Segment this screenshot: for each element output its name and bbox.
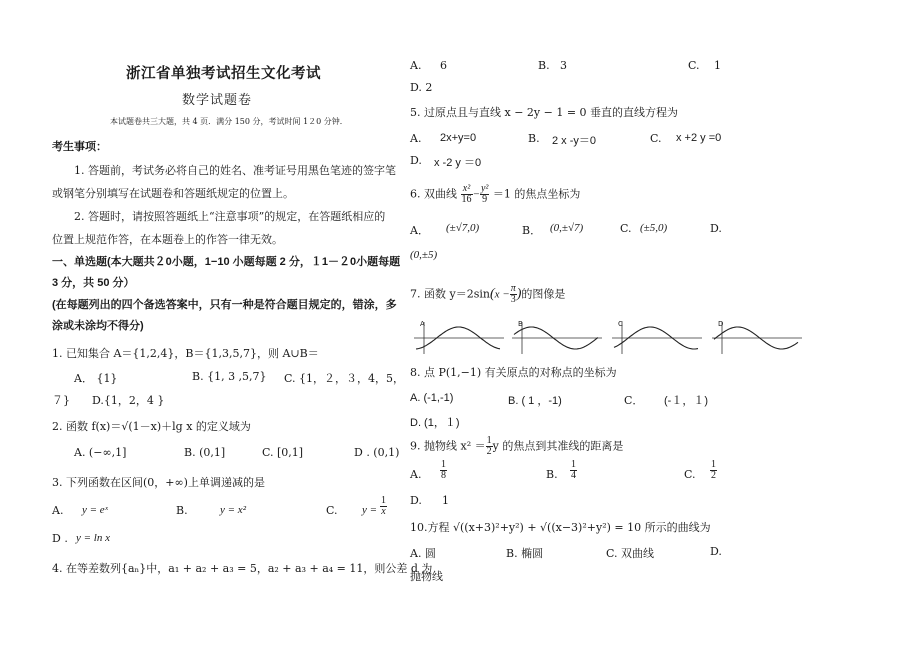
question-3-option-b: y = x² — [220, 504, 246, 516]
notice-heading: 考生事项： — [52, 140, 107, 153]
question-3-option-c-numerator: 1 — [381, 495, 386, 506]
graph-option-b — [512, 320, 602, 354]
question-6-option-a: (±√7,0) — [446, 222, 480, 234]
question-9-numerator: 1 — [486, 435, 492, 446]
question-4-option-d: D. 2 — [410, 81, 433, 94]
question-3-option-c-label: C. — [326, 504, 338, 517]
graph-option-d — [712, 320, 802, 354]
question-4-option-a: 6 — [440, 59, 447, 72]
question-9-fraction — [486, 436, 493, 457]
question-9-option-c — [710, 460, 717, 481]
question-9-option-a-denominator: 8 — [441, 470, 446, 481]
question-7-graphs — [410, 318, 830, 358]
question-6-x-denominator: 16 — [461, 194, 472, 205]
question-1-option-b: B. {1, 3 ,5,7} — [192, 370, 267, 383]
question-7-stem-suffix: 的图像是 — [521, 287, 566, 301]
question-5-option-d-label: D. — [410, 154, 422, 167]
question-8-option-c-label: C． — [624, 394, 644, 407]
question-8-stem: 8. 点 P(1,−1) 有关原点的对称点的坐标为 — [410, 366, 617, 379]
question-7-right-paren: ) — [516, 286, 522, 302]
question-10-option-a: A. 圆 — [410, 547, 436, 560]
question-9-stem — [410, 436, 623, 457]
graph-option-a — [414, 320, 504, 354]
question-10-option-b: B. 椭圆 — [506, 547, 544, 560]
question-9-option-b-numerator: 1 — [571, 459, 576, 470]
question-5-option-c-label: C. — [650, 132, 662, 145]
section-heading-line-2: 3 分，共 50 分） — [52, 277, 135, 289]
question-3-option-d: y = ln x — [76, 532, 110, 544]
question-6-x-numerator: x² — [461, 184, 473, 195]
question-10-stem: 10.方程 √((x+3)²+y²) + √((x−3)²+y²) = 10 所示的曲线为 — [410, 521, 711, 534]
question-7-pi: π — [510, 283, 516, 294]
question-4-option-b-label: B. — [538, 59, 550, 72]
question-6-x-fraction — [461, 184, 473, 205]
question-2-option-d: D . (0,1) — [354, 446, 400, 459]
question-5-option-b-label: B. — [528, 132, 540, 145]
question-6-option-d: (0,±5) — [410, 249, 438, 261]
question-3-option-d-label: D . — [52, 532, 68, 545]
question-9-stem-prefix: 9. 抛物线 x² ＝ — [410, 439, 486, 453]
section-rule-line-1: (在每题列出的四个备选答案中，只有一种是符合题目规定的，错涂，多 — [52, 299, 397, 311]
notice-item-1-line-2: 或钢笔分别填写在试题卷和答题纸规定的位置上。 — [52, 187, 294, 200]
question-4-option-b: 3 — [560, 59, 567, 72]
notice-item-2-line-2: 位置上规范作答，在本题卷上的作答一律无效。 — [52, 233, 283, 246]
question-2-option-a: A. (−∞,1] — [74, 446, 127, 459]
question-8-option-d: D. (1，１) — [410, 417, 460, 429]
question-9-option-c-numerator: 1 — [711, 459, 716, 470]
question-4-option-c-label: C. — [688, 59, 700, 72]
exam-info: 本试题卷共三大题，共 4 页．满分 150 分，考试时间 1２0 分钟． — [110, 117, 348, 126]
question-7-three: 3 — [510, 294, 516, 305]
section-rule-line-2: 涂或未涂均不得分) — [52, 320, 144, 332]
section-heading-line-1: 一、单选题(本大题共２0小题，1−10 小题每题 2 分，１1－２0小题每题 — [52, 256, 401, 268]
question-7-stem — [410, 284, 565, 305]
question-10-option-d-label: D. — [710, 545, 722, 558]
question-2-option-b: B. (0,1] — [184, 446, 226, 459]
question-4-option-a-label: A. — [410, 59, 422, 72]
question-2-option-c: C. [0,1] — [262, 446, 304, 459]
question-7-stem-prefix: 7. 函数 y＝2sin — [410, 287, 490, 301]
notice-item-1-line-1: 1. 答题前，考试务必将自己的姓名、准考证号用黑色笔迹的签字笔 — [74, 164, 396, 177]
question-8-option-c: (-１，１) — [664, 395, 708, 407]
question-6-stem-prefix: 6. 双曲线 — [410, 187, 457, 201]
question-2-stem: 2. 函数 f(x)＝√(1－x)＋lg x 的定义域为 — [52, 420, 251, 433]
graph-option-c — [612, 320, 702, 354]
exam-subtitle: 数学试题卷 — [182, 93, 253, 108]
graph-option-label: C — [618, 320, 623, 328]
question-1-option-d: D.{1，2，4 } — [92, 394, 165, 407]
question-8-option-b: B. ( 1 ，-1) — [508, 395, 562, 407]
question-9-option-c-denominator: 2 — [711, 470, 716, 481]
question-9-option-b-denominator: 4 — [571, 470, 576, 481]
question-6-y-denominator: 9 — [482, 194, 488, 205]
question-10-option-c: C. 双曲线 — [606, 547, 655, 560]
question-5-option-d: x -2 y ＝0 — [434, 157, 482, 169]
question-9-option-b — [570, 460, 577, 481]
question-5-option-c: x +2 y =0 — [676, 132, 722, 144]
question-8-option-a: A. (-1,-1) — [410, 392, 454, 404]
question-3-option-c: y = — [362, 504, 378, 516]
question-6-y-fraction — [480, 184, 489, 205]
exam-title: 浙江省单独考试招生文化考试 — [126, 66, 321, 82]
question-6-option-b-label: B． — [522, 224, 542, 237]
question-1-option-a: A． {1} — [74, 372, 118, 385]
question-3-option-c-fraction — [380, 496, 387, 517]
question-3-option-a: y = eˣ — [82, 504, 108, 516]
question-9-option-d: 1 — [442, 494, 449, 507]
question-1-option-c: C. {1，２，３，4，5， — [284, 372, 405, 385]
question-3-option-b-label: B. — [176, 504, 188, 517]
question-6-stem-suffix: ＝1 的焦点坐标为 — [492, 187, 581, 201]
question-9-option-a-label: A. — [410, 468, 422, 481]
question-6-option-c: (±5,0) — [640, 222, 668, 234]
question-4-option-c: 1 — [714, 59, 721, 72]
question-6-option-a-label: A． — [410, 224, 429, 237]
graph-option-label: D — [718, 320, 724, 328]
question-7-pi-fraction — [510, 284, 517, 305]
question-6-option-c-label: C. — [620, 222, 632, 235]
question-3-option-c-denominator: x — [381, 506, 386, 517]
graph-option-label: A — [420, 320, 425, 328]
question-3-option-a-label: A. — [52, 504, 64, 517]
question-9-option-c-label: C. — [684, 468, 696, 481]
question-3-stem: 3. 下列函数在区间(0，+∞)上单调递减的是 — [52, 476, 265, 489]
question-9-denominator: 2 — [486, 446, 492, 457]
question-6-option-d-label: D. — [710, 222, 722, 235]
question-7-inner: x − — [494, 288, 510, 301]
graph-option-label: B — [518, 320, 523, 328]
question-6-option-b: (0,±√7) — [550, 222, 584, 234]
question-9-option-b-label: B. — [546, 468, 558, 481]
question-9-option-a — [440, 460, 447, 481]
question-6-y-numerator: y² — [480, 183, 489, 194]
question-1-stem: 1. 已知集合 A＝{1,2,4}，B＝{1,3,5,7}，则 A∪B＝ — [52, 347, 319, 360]
question-10-option-d: 抛物线 — [410, 570, 443, 583]
question-6-stem — [410, 184, 580, 205]
question-9-stem-suffix: y 的焦点到其准线的距离是 — [492, 439, 624, 453]
question-7-left-paren: ( — [489, 286, 495, 302]
question-5-option-a-label: A. — [410, 132, 422, 145]
question-5-stem: 5. 过原点且与直线 x − 2y − 1 = 0 垂直的直线方程为 — [410, 106, 679, 119]
question-4-stem: 4. 在等差数列{aₙ}中，a₁ + a₂ + a₃ = 5，a₂ + a₃ + a₄ = 11，则公差 d 为 — [52, 562, 433, 575]
question-9-option-a-numerator: 1 — [441, 459, 446, 470]
question-9-option-d-label: D. — [410, 494, 422, 507]
question-5-option-a: 2x+y=0 — [440, 132, 477, 144]
question-6-minus: − — [472, 188, 480, 201]
question-5-option-b: 2 x -y＝0 — [552, 135, 597, 147]
question-1-option-c-cont: ７} — [52, 394, 70, 407]
notice-item-2-line-1: 2. 答题时，请按照答题纸上“注意事项”的规定，在答题纸相应的 — [74, 210, 386, 223]
